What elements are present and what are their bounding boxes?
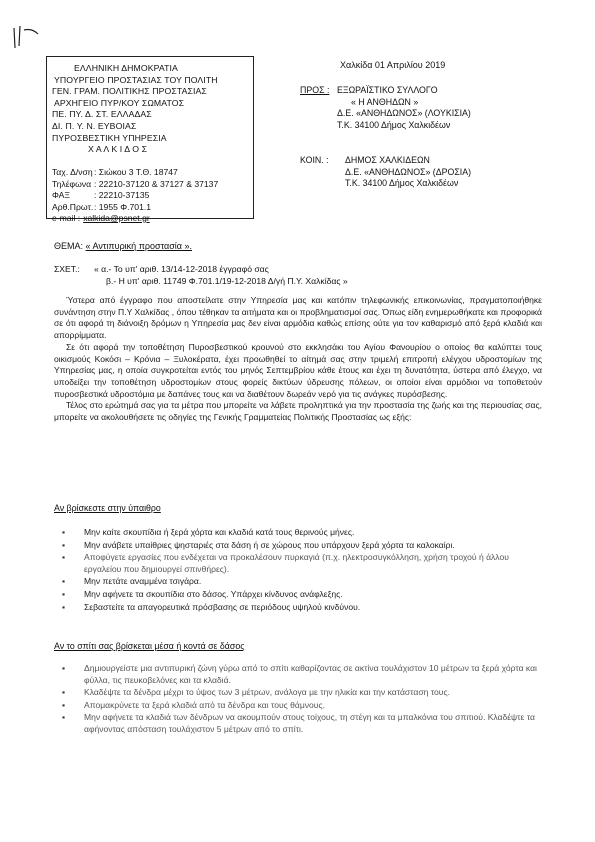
header-line: ΠΥΡΟΣΒΕΣΤΙΚΗ ΥΠΗΡΕΣΙΑ xyxy=(52,132,167,143)
forest-home-list xyxy=(62,663,548,737)
header-line: ΕΛΛΗΝΙΚΗ ΔΗΜΟΚΡΑΤΙΑ xyxy=(74,63,178,73)
recipient-line: « Η ΑΝΘΗΔΩΝ » xyxy=(351,96,419,107)
cc-line: ΔΗΜΟΣ ΧΑΛΚΙΔΕΩΝ xyxy=(345,155,430,165)
reference-line: « α.- Το υπ' αριθ. 13/14-12-2018 έγγραφό σας xyxy=(94,264,269,274)
address-row xyxy=(52,179,252,191)
reference-line: β.- Η υπ' αριθ. 11749 Φ.701.1/19-12-2018 Δ/γή Π.Υ. Χαλκίδας » xyxy=(106,276,348,286)
header-line: ΓΕΝ. ΓΡΑΜ. ΠΟΛΙΤΙΚΗΣ ΠΡΟΣΤΑΣΙΑΣ xyxy=(52,86,207,97)
header-line: ΑΡΧΗΓΕΙΟ ΠΥΡ/ΚΟΥ ΣΩΜΑΤΟΣ xyxy=(54,97,185,108)
sender-address xyxy=(52,167,252,225)
address-row xyxy=(52,190,252,202)
cc-line: Τ.Κ. 34100 Δήμος Χαλκιδέων xyxy=(345,178,459,189)
address-key: Αρθ.Πρωτ. xyxy=(52,201,94,212)
email-label: e-mail : xyxy=(52,213,81,223)
address-value: : 1955 Φ.701.1 xyxy=(94,201,152,212)
address-key: ΦΑΞ xyxy=(52,190,70,200)
address-value: : 22210-37120 & 37127 & 37137 xyxy=(94,178,219,189)
address-key: Ταχ. Δ/νση xyxy=(52,167,93,177)
cc-block xyxy=(300,155,471,190)
header-line: Χ Α Λ Κ Ι Δ Ο Σ xyxy=(88,144,148,155)
body-paragraph: Ύστερα από έγγραφο που αποστείλατε στην Υπηρεσία μας και κατόπιν τηλεφωνικής επικοινωνίας, πραγματοποιήθηκε συνάντηση στην Π.Υ Χαλκίδας , όπου τέθηκαν τα αιτήματα και οι προβληματισμοί σας. Όπως είδη ενημερωθήκατε και προφορικά σε ότι αφορά τη διάνοιξη δρόμων η Υπηρεσία μας δεν είναι αρμόδια καθώς επίσης ούτε για τον καθαρισμό από ξερά κλαδιά και απορρίμματα. xyxy=(54,295,542,341)
letter-body xyxy=(54,295,542,424)
document-date: Χαλκίδα 01 Απριλίου 2019 xyxy=(340,60,446,70)
list-item: ▪ Μην αφήνετε τα σκουπίδια στο δάσος. Υπάρχει κίνδυνος ανάφλεξης. xyxy=(62,588,343,599)
header-line: ΥΠΟΥΡΓΕΙΟ ΠΡΟΣΤΑΣΙΑΣ ΤΟΥ ΠΟΛΙΤΗ xyxy=(54,74,218,85)
list-item: ▪ Απομακρύνετε τα ξερά κλαδιά από τα δένδρα και τους θάμνους. xyxy=(62,699,325,710)
section-title-outdoors: Αν βρίσκεστε στην ύπαιθρο xyxy=(54,503,161,513)
address-key: Τηλέφωνα xyxy=(52,178,92,189)
bullet-icon: ▪ xyxy=(62,552,66,563)
list-item: ▪ Σεβαστείτε τα απαγορευτικά πρόσβασης σε περιόδους υψηλού κινδύνου. xyxy=(62,601,361,612)
bullet-icon: ▪ xyxy=(62,588,66,599)
list-item: ▪ Μην ανάβετε υπαίθριες ψησταριές στα δάση ή σε χώρους που υπάρχουν ξερά χόρτα τα καλοκαίρι. xyxy=(62,539,455,550)
email-row xyxy=(52,213,252,225)
list-item: ▪ Μην πετάτε αναμμένα τσιγάρα. xyxy=(62,576,202,587)
subject-line xyxy=(54,241,192,251)
bullet-icon: ▪ xyxy=(62,576,66,587)
list-item: ▪ Μην καίτε σκουπίδια ή ξερά χόρτα και κλαδιά κατά τους θερινούς μήνες. xyxy=(62,527,355,537)
header-line: ΠΕ. ΠΥ. Δ. ΣΤ. ΕΛΛΑΔΑΣ xyxy=(52,109,152,120)
subject-text: « Αντιπυρική προστασία ». xyxy=(85,241,192,251)
bullet-icon: ▪ xyxy=(62,699,66,710)
recipient-line: Τ.Κ. 34100 Δήμος Χαλκιδέων xyxy=(337,119,451,130)
list-item: ▪ Μην αφήνετε τα κλαδιά των δένδρων να ακουμπούν στους τοίχους, τη στέγη και τα μπαλκόνια του σπιτιού. Κλαδέψτε τα αφήνοντας απόσταση τουλάχιστον 5 μέτρων από το σπίτι. xyxy=(62,712,535,734)
body-paragraph: Σε ότι αφορά την τοποθέτηση Πυροσβεστικού κρουνού στο εκκλησάκι του Αγίου Φανουρίου ο οποίος θα καλύπτει τους οικισμούς Κοκόσι – Κρόνια – Ξυλοκέρατα, έχει προωθηθεί το αίτημά σας στην τριμελή επιτροπή ελέγχου υδροστομίων της Υπηρεσίας μας, η οποία συγκροτείται εντός του μηνός Σεπτεμβρίου κάθε έτους και έχει τη δυνατότητα, ύστερα από έλεγχο, να υποδείξει την τοποθέτηση υδροστομίων στους φορείς δικτύων ύδρευσης πόλεων, οι οποίοι είναι αρμόδιοι να τοποθετούν πυροσβεστικά υδροστόμια με δαπάνες τους και να διαθέτουν δωρεάν νερό για τις ανάγκες πυρόσβεσης. xyxy=(54,341,542,399)
email-link[interactable]: xalkida@psnet.gr xyxy=(83,213,150,223)
list-item: ▪ Αποφύγετε εργασίες που ενδέχεται να προκαλέσουν πυρκαγιά (π.χ. ηλεκτροσυγκόλληση, χρήση τροχού ή άλλου εργαλείου που δημιουργεί σπινθήρες). xyxy=(62,552,509,574)
outdoors-list xyxy=(62,527,548,614)
recipient-label: ΠΡΟΣ : xyxy=(300,85,330,95)
sender-header xyxy=(52,63,252,156)
bullet-icon: ▪ xyxy=(62,663,66,673)
references-label: ΣΧΕΤ.: xyxy=(54,264,80,274)
recipient-line: Δ.Ε. «ΑΝΘΗΔΩΝΟΣ» (ΛΟΥΚΙΣΙΑ) xyxy=(337,108,471,119)
list-item: ▪ Κλαδέψτε τα δένδρα μέχρι το ύψος των 3 μέτρων, ανάλογα με την ηλικία και την κατάσταση τους. xyxy=(62,687,450,698)
bullet-icon: ▪ xyxy=(62,601,66,612)
recipient-block xyxy=(300,85,471,131)
cc-line: Δ.Ε. «ΑΝΘΗΔΩΝΟΣ» (ΔΡΟΣΙΑ) xyxy=(345,166,471,177)
header-line: ΔΙ. Π. Υ. Ν. ΕΥΒΟΙΑΣ xyxy=(52,120,137,131)
list-item: ▪ Δημιουργείστε μια αντιπυρική ζώνη γύρω από το σπίτι καθαρίζοντας σε ακτίνα τουλάχιστον 10 μέτρων τα ξερά χόρτα και φύλλα, τις πευκοβελόνες και τα κλαδιά. xyxy=(62,663,537,685)
cc-label: ΚΟΙΝ. : xyxy=(300,155,329,165)
bullet-icon: ▪ xyxy=(62,687,66,698)
address-row xyxy=(52,167,252,179)
section-title-forest-home: Αν το σπίτι σας βρίσκεται μέσα ή κοντά σε δάσος xyxy=(54,641,245,651)
bullet-icon: ▪ xyxy=(62,712,66,723)
bullet-icon: ▪ xyxy=(62,527,66,537)
body-paragraph: Τέλος στο ερώτημά σας για τα μέτρα που μπορείτε να λάβετε προληπτικά για την προστασία της ζωής και της περιουσίας σας, μπορείτε να ακολουθήσετε τις οδηγίες της Γενικής Γραμματείας Πολιτικής Προστασίας ως εξής: xyxy=(54,400,542,423)
scan-artifact-mark xyxy=(8,20,44,54)
recipient-line: ΕΞΩΡΑΪΣΤΙΚΟ ΣΥΛΛΟΓΟ xyxy=(337,85,438,95)
bullet-icon: ▪ xyxy=(62,539,66,550)
address-value: : Σιώκου 3 Τ.Θ. 18747 xyxy=(94,167,178,177)
references-block xyxy=(54,263,348,287)
address-value: : 22210-37135 xyxy=(94,190,150,200)
subject-label: ΘΕΜΑ: xyxy=(54,241,84,251)
address-row xyxy=(52,202,252,214)
